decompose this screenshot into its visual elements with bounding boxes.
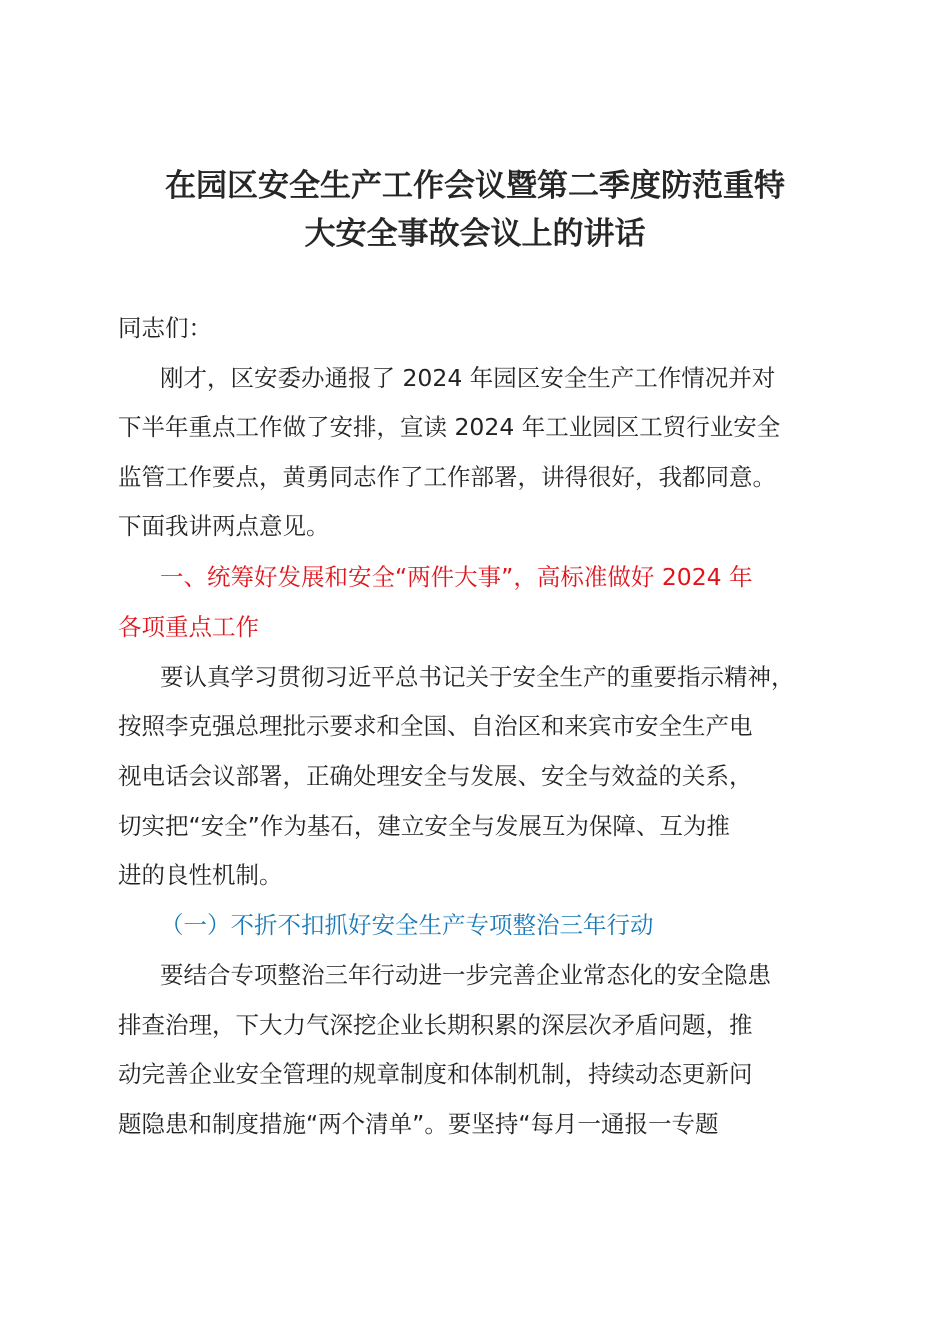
paragraph-1-line: 下面我讲两点意见。 — [118, 512, 330, 540]
paragraph-2-line: 要认真学习贯彻习近平总书记关于安全生产的重要指示精神， — [160, 663, 795, 691]
section-heading-1: 一、统筹好发展和安全“两件大事”，高标准做好 2024 年 — [160, 563, 753, 591]
section-heading-1-continued: 各项重点工作 — [118, 613, 259, 641]
paragraph-1-line: 刚才，区安委办通报了 2024 年园区安全生产工作情况并对 — [160, 364, 776, 392]
paragraph-3-line: 题隐患和制度措施“两个清单”。要坚持“每月一通报一专题 — [118, 1110, 719, 1138]
paragraph-1-line: 监管工作要点，黄勇同志作了工作部署，讲得很好，我都同意。 — [118, 463, 776, 491]
paragraph-3-line: 要结合专项整治三年行动进一步完善企业常态化的安全隐患 — [160, 961, 771, 989]
paragraph-2-line: 切实把“安全”作为基石，建立安全与发展互为保障、互为推 — [118, 812, 730, 840]
paragraph-3-line: 动完善企业安全管理的规章制度和体制机制，持续动态更新问 — [118, 1060, 753, 1088]
paragraph-2-line: 进的良性机制。 — [118, 861, 283, 889]
paragraph-2-line: 视电话会议部署，正确处理安全与发展、安全与效益的关系， — [118, 762, 753, 790]
document-title-line-1: 在园区安全生产工作会议暨第二季度防范重特 — [165, 168, 785, 204]
greeting: 同志们： — [118, 314, 212, 342]
document-title-line-2: 大安全事故会议上的讲话 — [304, 216, 646, 252]
subheading-1: （一）不折不扣抓好安全生产专项整治三年行动 — [160, 911, 654, 939]
paragraph-3-line: 排查治理，下大力气深挖企业长期积累的深层次矛盾问题，推 — [118, 1011, 753, 1039]
paragraph-2-line: 按照李克强总理批示要求和全国、自治区和来宾市安全生产电 — [118, 712, 753, 740]
paragraph-1-line: 下半年重点工作做了安排，宣读 2024 年工业园区工贸行业安全 — [118, 413, 781, 441]
